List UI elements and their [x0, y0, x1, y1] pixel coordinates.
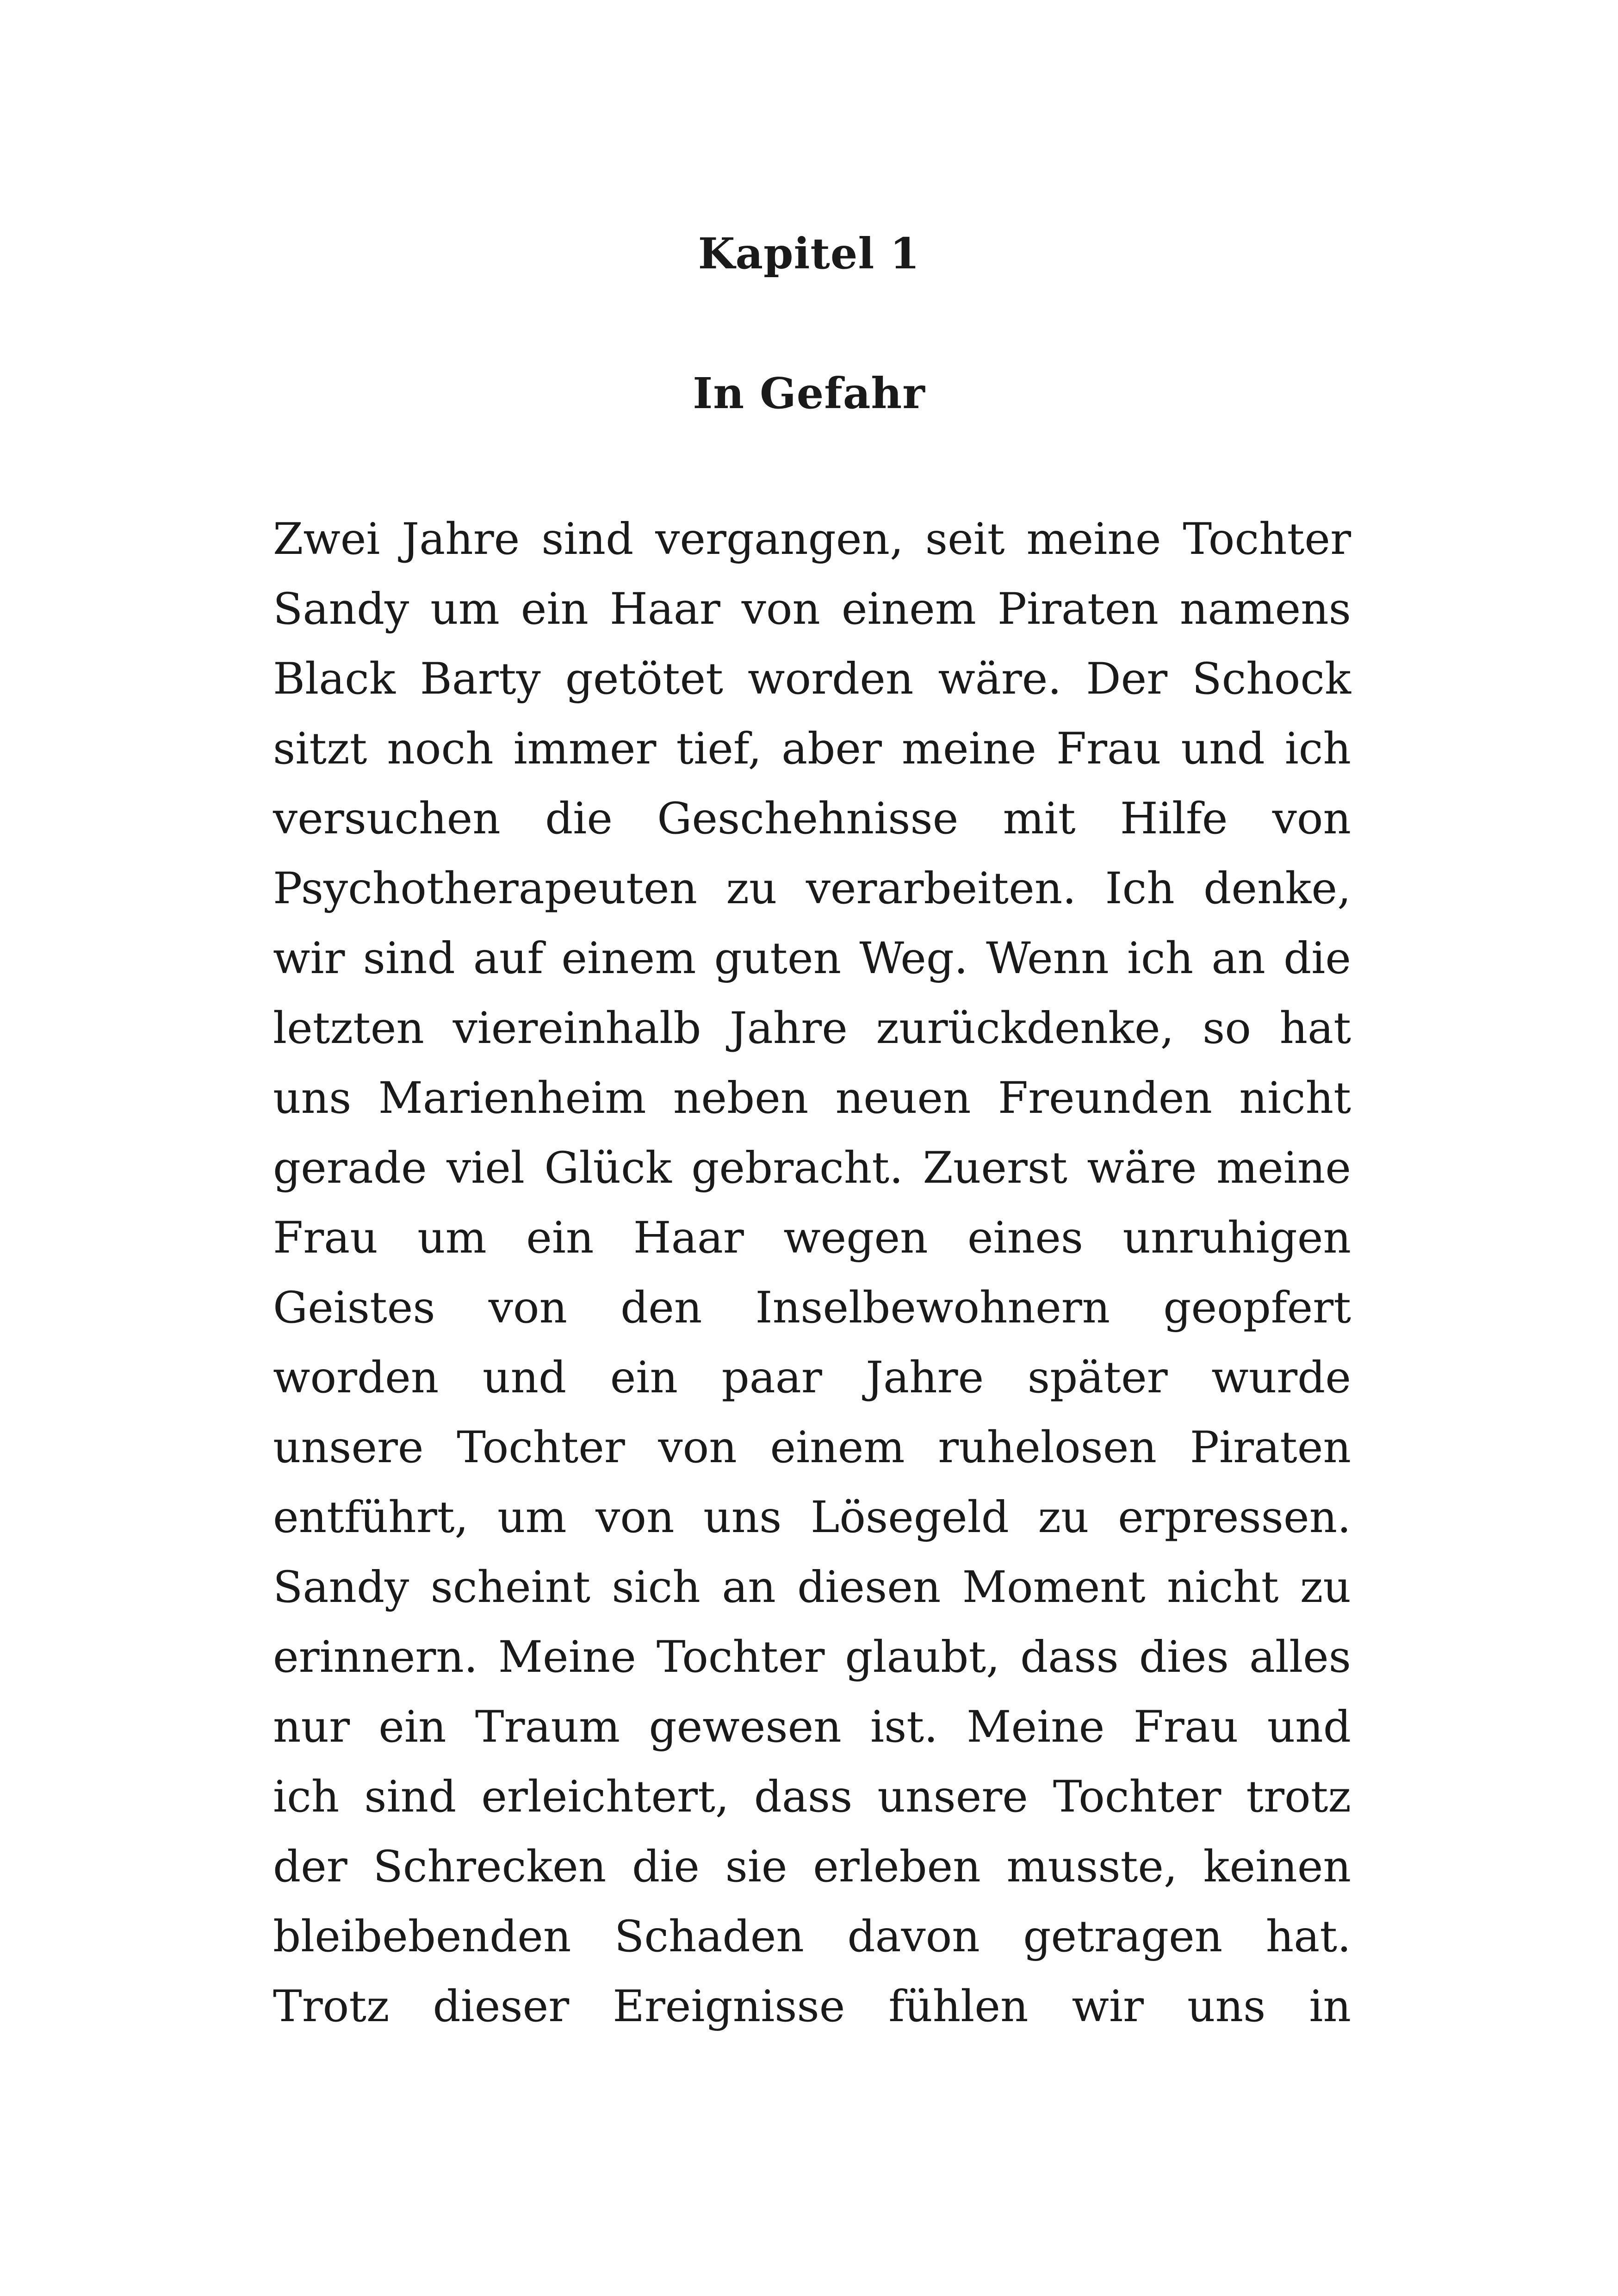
text-line: ich sind erleichtert, dass unsere Tochter trotz: [273, 1772, 1351, 1822]
text-line: erinnern. Meine Tochter glaubt, dass dies alles: [273, 1632, 1351, 1682]
text-line: gerade viel Glück gebracht. Zuerst wäre meine: [273, 1143, 1351, 1193]
text-line: nur ein Traum gewesen ist. Meine Frau und: [273, 1702, 1351, 1752]
text-line: Geistes von den Inselbewohnern geopfert: [273, 1283, 1351, 1333]
text-line: sitzt noch immer tief, aber meine Frau und ich: [273, 724, 1351, 774]
text-line: Black Barty getötet worden wäre. Der Schock: [273, 654, 1351, 704]
text-line: wir sind auf einem guten Weg. Wenn ich an die: [273, 933, 1351, 984]
text-line: der Schrecken die sie erleben musste, keinen: [273, 1842, 1351, 1892]
text-line: worden und ein paar Jahre später wurde: [273, 1353, 1351, 1403]
text-line: Frau um ein Haar wegen eines unruhigen: [273, 1213, 1351, 1263]
text-line: unsere Tochter von einem ruhelosen Piraten: [273, 1422, 1351, 1473]
text-line: Sandy scheint sich an diesen Moment nicht zu: [273, 1562, 1351, 1613]
text-line: letzten viereinhalb Jahre zurückdenke, so hat: [273, 1003, 1351, 1054]
text-line: Psychotherapeuten zu verarbeiten. Ich denke,: [273, 863, 1351, 914]
text-line: Trotz dieser Ereignisse fühlen wir uns in: [273, 1981, 1351, 2032]
text-line: Sandy um ein Haar von einem Piraten namens: [273, 584, 1351, 634]
text-line: versuchen die Geschehnisse mit Hilfe von: [273, 794, 1351, 844]
text-line: entführt, um von uns Lösegeld zu erpressen.: [273, 1492, 1351, 1543]
text-line: uns Marienheim neben neuen Freunden nicht: [273, 1073, 1351, 1123]
body-paragraph: [273, 504, 1351, 2042]
text-line: Zwei Jahre sind vergangen, seit meine Tochter: [273, 514, 1351, 565]
text-line: bleibebenden Schaden davon getragen hat.: [273, 1911, 1351, 1962]
chapter-number: Kapitel 1: [698, 229, 920, 279]
chapter-title: In Gefahr: [693, 368, 925, 418]
